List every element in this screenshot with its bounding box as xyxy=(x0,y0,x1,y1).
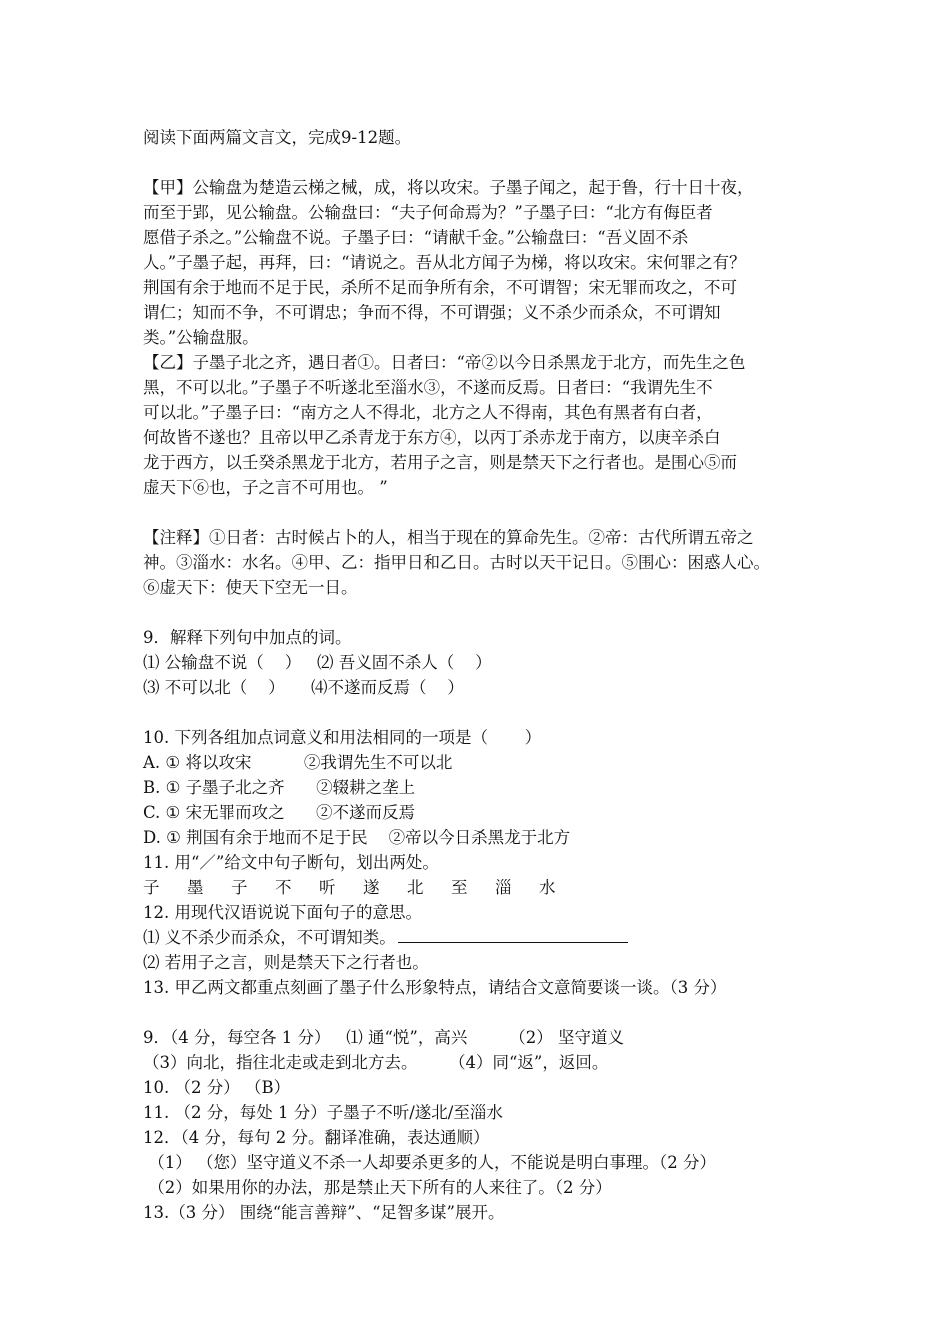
q12-line: ⑵ 若用子之言，则是禁天下之行者也。 xyxy=(143,953,429,972)
passage-yi-line: 龙于西方，以壬癸杀黑龙于北方，若用子之言，则是禁天下之行者也。是围心⑤而 xyxy=(143,453,737,472)
notes-line: ⑥虚天下：使天下空无一日。 xyxy=(143,578,358,597)
q11-char: 北 xyxy=(407,878,424,897)
answer-blank[interactable] xyxy=(398,928,628,943)
passage-yi-line: 虚天下⑥也，子之言不可用也。 ” xyxy=(143,478,388,497)
answer-line: 11. （2 分，每处 1 分）子墨子不听/遂北/至淄水 xyxy=(143,1103,503,1122)
intro-line: 阅读下面两篇文言文，完成9-12题。 xyxy=(143,128,412,147)
passage-yi-line: 【乙】子墨子北之齐，遇日者①。日者曰：“帝②以今日杀黑龙于北方，而先生之色 xyxy=(143,353,746,372)
q11-stem: 11. 用“／”给文中句子断句，划出两处。 xyxy=(143,853,439,872)
q11-sentence xyxy=(143,876,583,900)
passage-yi-line: 黑，不可以北。”子墨子不听遂北至淄水③，不遂而反焉。日者曰：“我谓先生不 xyxy=(143,378,713,397)
answer-line: 10. （2 分） （B） xyxy=(143,1078,291,1097)
passage-jia-line: 谓仁；知而不争，不可谓忠；争而不得，不可谓强；义不杀少而杀众，不可谓知 xyxy=(143,303,721,322)
answer-line: （2）如果用你的办法，那是禁止天下所有的人来往了。（2 分） xyxy=(143,1178,612,1197)
q12-line xyxy=(143,926,628,950)
notes-line: 神。③淄水：水名。④甲、乙：指甲日和乙日。古时以天干记日。⑤围心：困惑人心。 xyxy=(143,553,770,572)
q10-option: D. ① 荆国有余于地而不足于民 ②帝以今日杀黑龙于北方 xyxy=(143,828,571,847)
answer-line: 12．（4 分，每句 2 分。翻译准确，表达通顺） xyxy=(143,1128,490,1147)
q10-stem: 10. 下列各组加点词意义和用法相同的一项是（ ） xyxy=(143,728,542,747)
q11-char: 不 xyxy=(275,878,292,897)
q9-line: ⑶ 不可以北（ ） ⑷不遂而反焉（ ） xyxy=(143,678,464,697)
q10-option: B. ① 子墨子北之齐 ②辍耕之垄上 xyxy=(143,778,416,797)
q12-stem: 12. 用现代汉语说说下面句子的意思。 xyxy=(143,903,422,922)
q10-option: C. ① 宋无罪而攻之 ②不遂而反焉 xyxy=(143,803,416,822)
q11-char: 子 xyxy=(231,878,248,897)
q11-char: 淄 xyxy=(495,878,512,897)
q13-stem: 13. 甲乙两文都重点刻画了墨子什么形象特点，请结合文意简要谈一谈。（3 分） xyxy=(143,978,727,997)
passage-jia-line: 愿借子杀之。”公输盘不说。子墨子曰：“请献千金。”公输盘曰：“吾义固不杀 xyxy=(143,228,689,247)
q11-char: 至 xyxy=(451,878,468,897)
q11-char: 子 xyxy=(143,878,160,897)
q11-char: 听 xyxy=(319,878,336,897)
passage-jia-line: 荆国有余于地而不足于民，杀所不足而争所有余，不可谓智；宋无罪而攻之，不可 xyxy=(143,278,737,297)
q9-stem: 9．解释下列句中加点的词。 xyxy=(143,628,352,647)
q9-line: ⑴ 公输盘不说（ ） ⑵ 吾义固不杀人（ ） xyxy=(143,653,492,672)
passage-yi-line: 可以北。”子墨子曰：“南方之人不得北，北方之人不得南，其色有黑者有白者， xyxy=(143,403,713,422)
passage-jia-line: 人。”子墨子起，再拜，曰：“请说之。吾从北方闻子为梯，将以攻宋。宋何罪之有？ xyxy=(143,253,746,272)
passage-yi-line: 何故皆不遂也？且帝以甲乙杀青龙于东方④，以丙丁杀赤龙于南方，以庚辛杀白 xyxy=(143,428,721,447)
q11-char: 墨 xyxy=(187,878,204,897)
q10-option: A. ① 将以攻宋 ②我谓先生不可以北 xyxy=(143,753,453,772)
answer-line: 13.（3 分） 围绕“能言善辩”、“足智多谋”展开。 xyxy=(143,1203,505,1222)
passage-jia-line: 而至于郢，见公输盘。公输盘曰：“夫子何命焉为？”子墨子曰：“北方有侮臣者 xyxy=(143,203,713,222)
answer-line: （1） （您）坚守道义不杀一人却要杀更多的人，不能说是明白事理。（2 分） xyxy=(143,1153,716,1172)
q12-sentence: ⑴ 义不杀少而杀众，不可谓知类。 xyxy=(143,928,396,947)
notes-line: 【注释】①日者：古时候占卜的人，相当于现在的算命先生。②帝：古代所谓五帝之 xyxy=(143,528,754,547)
q11-char: 水 xyxy=(539,878,556,897)
answer-line: （3）向北，指往北走或走到北方去。 （4）同“返”，返回。 xyxy=(143,1053,609,1072)
passage-jia-line: 类。”公输盘服。 xyxy=(143,328,259,347)
q11-char: 遂 xyxy=(363,878,380,897)
answer-line: 9．（4 分，每空各 1 分） ⑴ 通“悦”，高兴 （2） 坚守道义 xyxy=(143,1028,625,1047)
passage-jia-line: 【甲】公输盘为楚造云梯之械，成，将以攻宋。子墨子闻之，起于鲁，行十日十夜， xyxy=(143,178,754,197)
